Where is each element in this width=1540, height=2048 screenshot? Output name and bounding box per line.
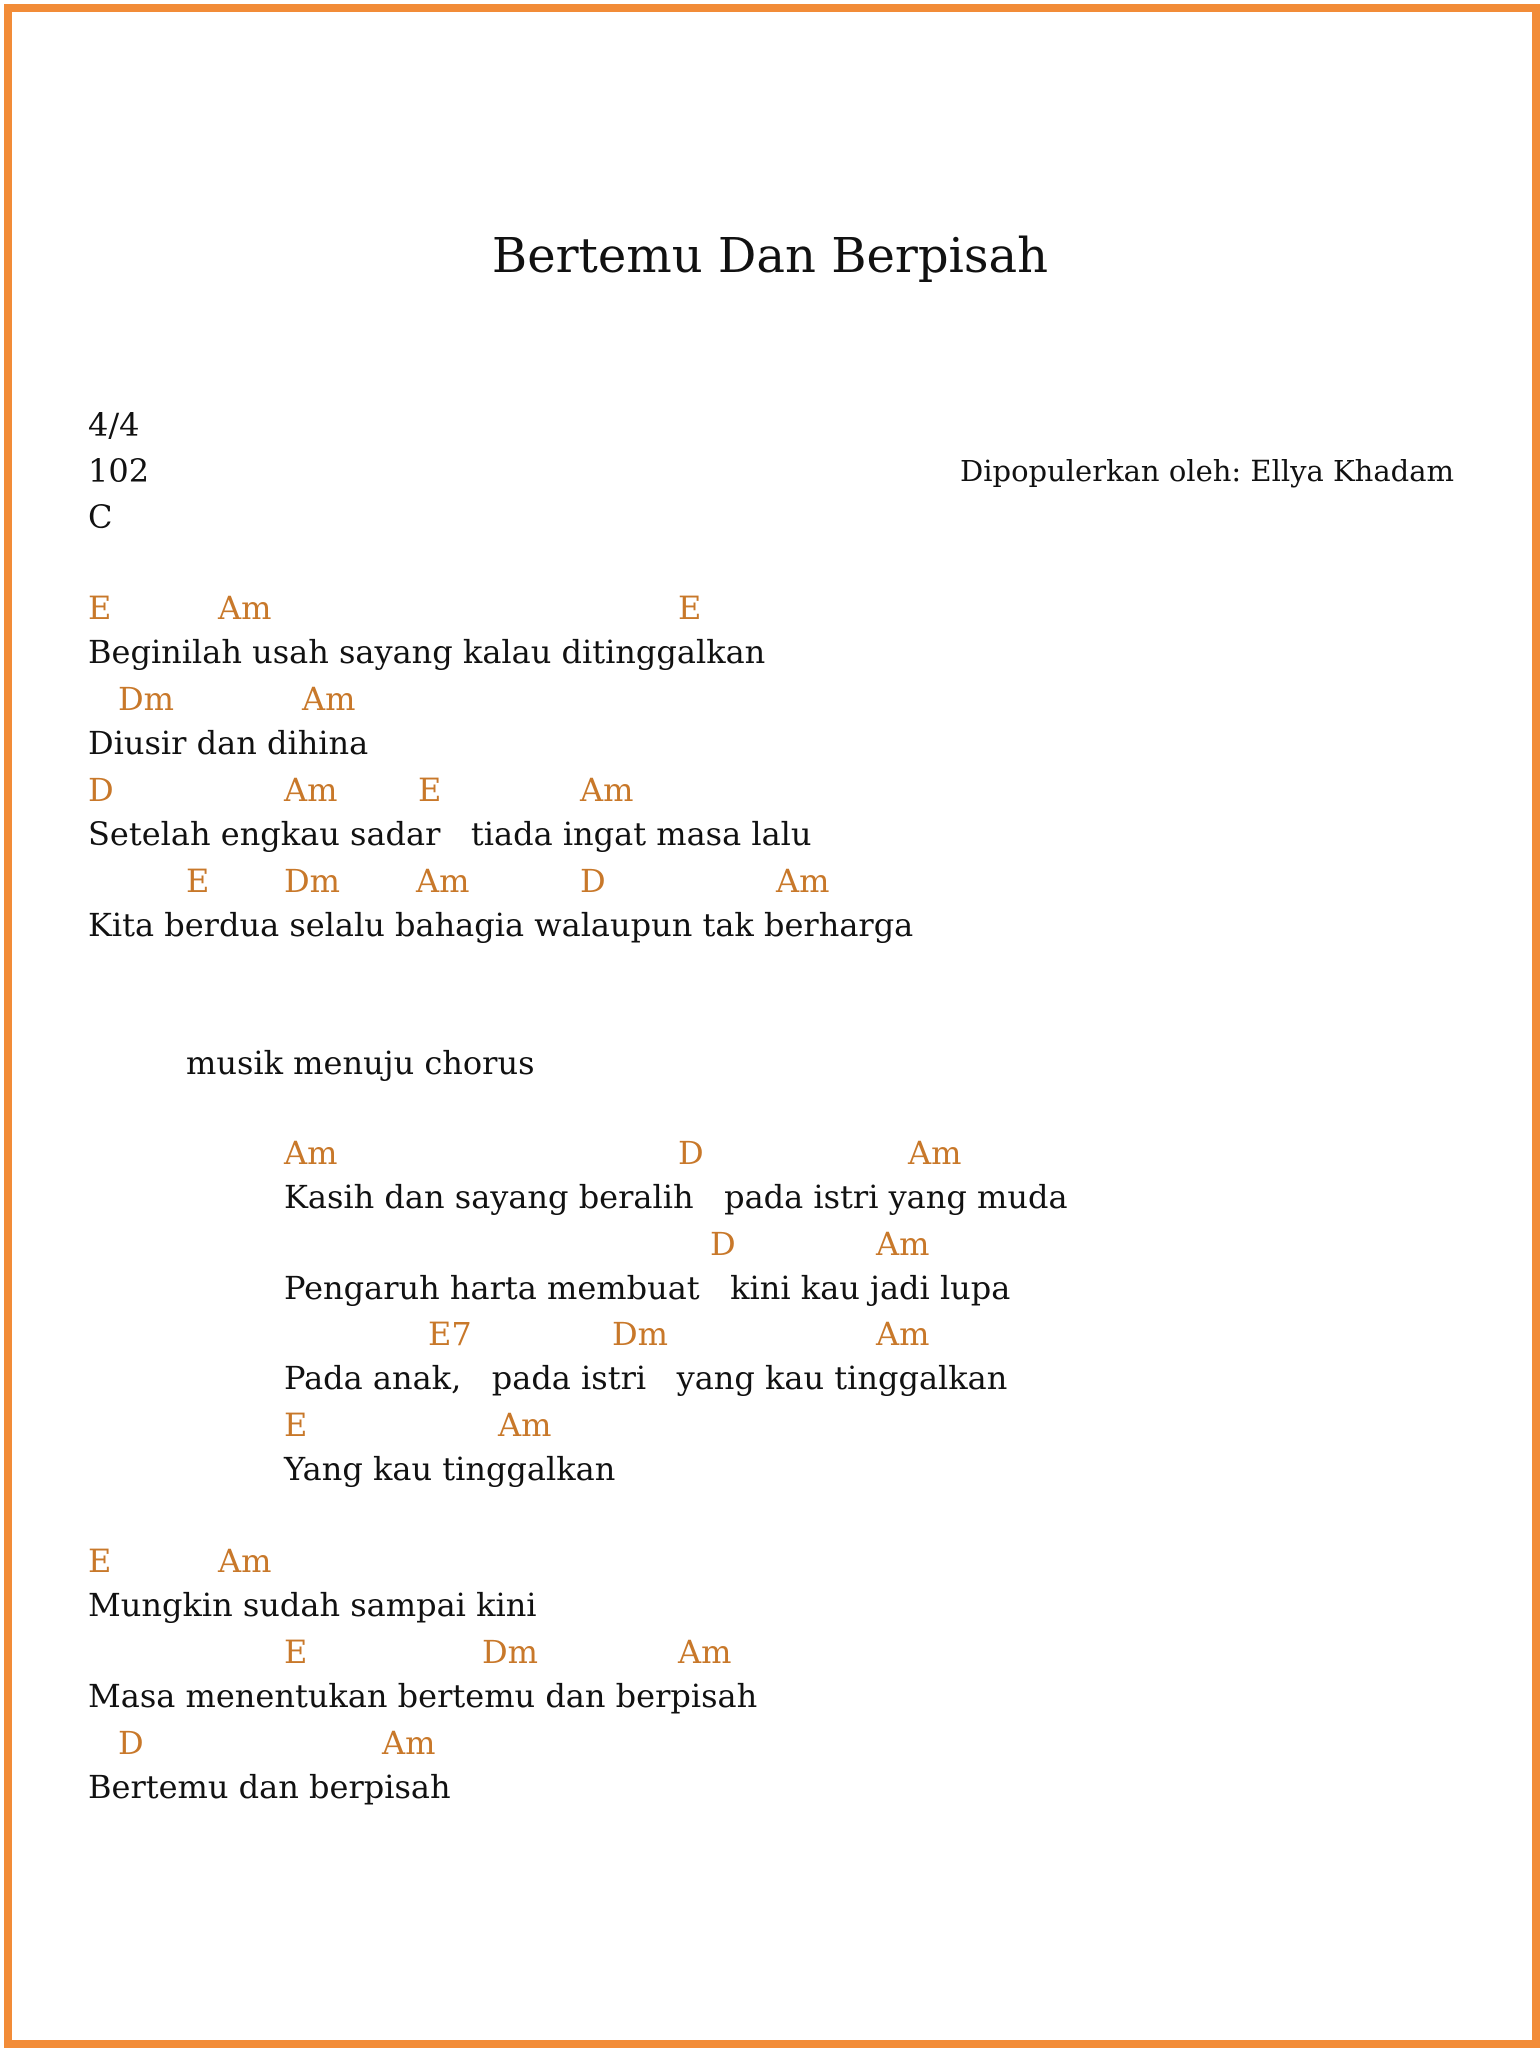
page-border [4, 4, 1540, 2048]
lyric-line: Kita berdua selalu bahagia walaupun tak berharga [88, 906, 914, 944]
chord: E [418, 771, 442, 809]
lyric-line: Setelah engkau sadar tiada ingat masa lalu [88, 815, 812, 853]
chord: E [186, 862, 210, 900]
chord: E7 [428, 1315, 472, 1353]
chord: Am [218, 589, 272, 627]
time-signature: 4/4 [88, 406, 140, 444]
chord: Dm [482, 1633, 538, 1671]
chord: Dm [284, 862, 340, 900]
chord: Am [302, 680, 356, 718]
chord: E [284, 1633, 308, 1671]
lyric-line: Bertemu dan berpisah [88, 1768, 451, 1806]
chord: Am [284, 1134, 338, 1172]
chord: D [118, 1724, 144, 1762]
artist-credit: Dipopulerkan oleh: Ellya Khadam [959, 454, 1454, 488]
chord: E [284, 1406, 308, 1444]
lyric-line: Pengaruh harta membuat kini kau jadi lupa [284, 1269, 1011, 1307]
lyric-line: Yang kau tinggalkan [284, 1450, 616, 1488]
chord: E [678, 589, 702, 627]
chord: Am [678, 1633, 732, 1671]
chord: Am [498, 1406, 552, 1444]
lyric-line: Beginilah usah sayang kalau ditinggalkan [88, 633, 766, 671]
chord: Am [382, 1724, 436, 1762]
chord: Dm [118, 680, 174, 718]
chord: Am [580, 771, 634, 809]
song-title: Bertemu Dan Berpisah [491, 228, 1049, 284]
chord: D [88, 771, 114, 809]
lyric-line: Diusir dan dihina [88, 724, 369, 762]
chord: Dm [612, 1315, 668, 1353]
chord: Am [284, 771, 338, 809]
chord: E [88, 1542, 112, 1580]
chord: Am [776, 862, 830, 900]
chord: Am [908, 1134, 962, 1172]
interlude-note: musik menuju chorus [186, 1044, 535, 1082]
chord: Am [218, 1542, 272, 1580]
chord: Am [416, 862, 470, 900]
tempo: 102 [88, 452, 150, 490]
lyric-line: Masa menentukan bertemu dan berpisah [88, 1677, 758, 1715]
chord: D [580, 862, 606, 900]
chord: D [678, 1134, 704, 1172]
chord: Am [876, 1315, 930, 1353]
lyric-line: Pada anak, pada istri yang kau tinggalkan [284, 1359, 1008, 1397]
lyric-line: Kasih dan sayang beralih pada istri yang muda [284, 1178, 1068, 1216]
chord: E [88, 589, 112, 627]
song-key: C [88, 498, 113, 536]
chord: Am [876, 1225, 930, 1263]
lyric-line: Mungkin sudah sampai kini [88, 1586, 537, 1624]
chord: D [710, 1225, 736, 1263]
